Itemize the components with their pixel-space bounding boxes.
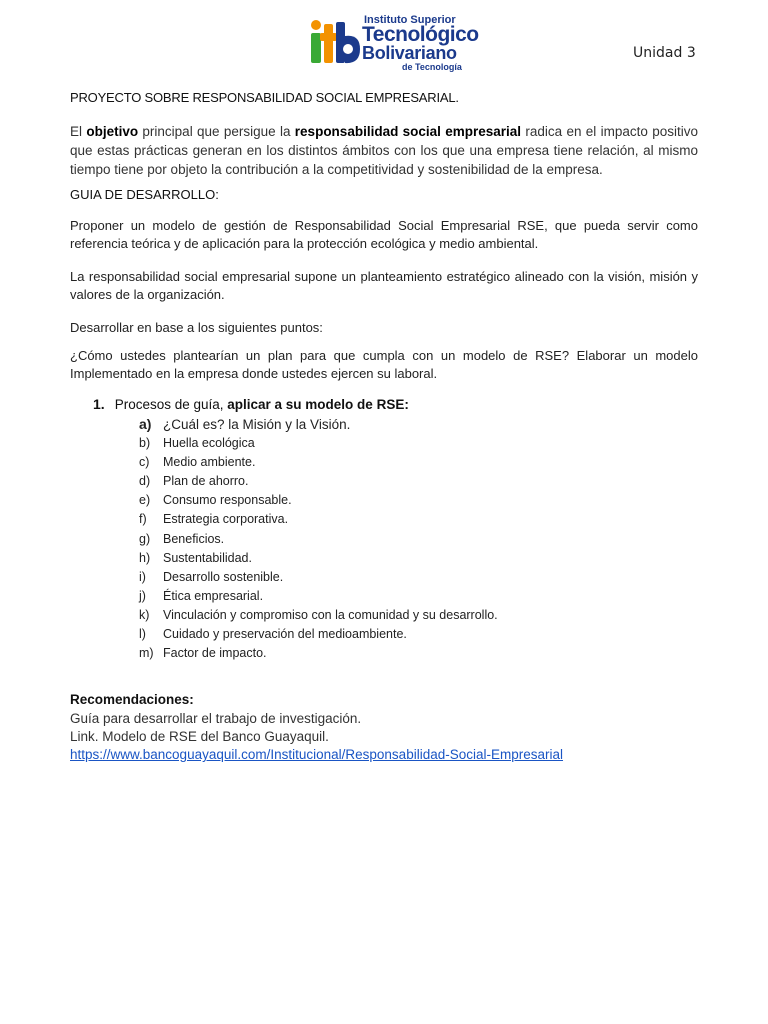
list-item: f) Estrategia corporativa. bbox=[139, 512, 289, 527]
list-item: h) Sustentabilidad. bbox=[139, 550, 252, 565]
list-item: i) Desarrollo sostenible. bbox=[139, 569, 284, 584]
banco-guayaquil-link[interactable]: https://www.bancoguayaquil.com/Institucional/Responsabilidad-Social-Empresarial bbox=[70, 747, 564, 762]
list-item: e) Consumo responsable. bbox=[139, 493, 292, 508]
paragraph-proponer: Proponer un modelo de gestión de Responsabilidad Social Empresarial RSE, que pueda servir como referencia teórica y de aplicación para la protección ecológica y medio ambiental. bbox=[70, 218, 698, 251]
list-item: d) Plan de ahorro. bbox=[139, 474, 249, 489]
paragraph-responsabilidad: La responsabilidad social empresarial supone un planteamiento estratégico alineado con la visión, misión y valores de la organización. bbox=[70, 269, 698, 302]
institute-logo bbox=[306, 12, 479, 72]
logo-text-instituto: Instituto Superior bbox=[364, 14, 456, 26]
list-item: g) Beneficios. bbox=[139, 531, 225, 546]
intro-paragraph: El objetivo principal que persigue la responsabilidad social empresarial radica en el impacto positivo que estas prácticas generan en los distintos ámbitos con los que una empresa tiene relación, al mismo tiempo tiene por objeto la contribución a la competitividad y sostenibilidad de la empresa. bbox=[70, 124, 698, 177]
itb-logo-icon bbox=[306, 16, 362, 66]
logo-text-tecnologico: Tecnológico bbox=[362, 23, 479, 46]
list-item: c) Medio ambiente. bbox=[139, 455, 256, 470]
bold-rse: responsabilidad social empresarial bbox=[294, 124, 522, 139]
list-number: 1. bbox=[93, 396, 105, 412]
logo-text-bolivariano: Bolivariano bbox=[362, 43, 457, 63]
sub-list bbox=[139, 415, 498, 663]
guide-heading: GUIA DE DESARROLLO: bbox=[70, 187, 219, 202]
list-item: b) Huella ecológica bbox=[139, 436, 255, 451]
paragraph-pregunta: ¿Cómo ustedes plantearían un plan para que cumpla con un modelo de RSE? Elaborar un modelo Implementado en la empresa donde ustedes ejercen su laboral. bbox=[70, 348, 698, 381]
logo-text-tecnologia: de Tecnología bbox=[402, 62, 462, 72]
recommendations-heading: Recomendaciones: bbox=[70, 692, 194, 707]
list-item: j) Ética empresarial. bbox=[139, 588, 264, 603]
recommendation-line: Guía para desarrollar el trabajo de investigación. bbox=[70, 711, 362, 726]
list-item: m) Factor de impacto. bbox=[139, 646, 267, 661]
recommendation-line: Link. Modelo de RSE del Banco Guayaquil. bbox=[70, 729, 329, 744]
bold-objetivo: objetivo bbox=[86, 124, 139, 139]
paragraph-desarrollar: Desarrollar en base a los siguientes puntos: bbox=[70, 320, 323, 335]
list-item-1: 1. Procesos de guía, aplicar a su modelo de RSE: bbox=[93, 396, 409, 412]
list-item: k) Vinculación y compromiso con la comunidad y su desarrollo. bbox=[139, 607, 498, 622]
unit-label: Unidad 3 bbox=[633, 45, 696, 61]
document-title: PROYECTO SOBRE RESPONSABILIDAD SOCIAL EMPRESARIAL. bbox=[70, 90, 459, 105]
list-item: a) ¿Cuál es? la Misión y la Visión. bbox=[139, 416, 351, 432]
list-bold-text: aplicar a su modelo de RSE: bbox=[227, 397, 409, 412]
list-item: l) Cuidado y preservación del medioambiente. bbox=[139, 627, 407, 642]
